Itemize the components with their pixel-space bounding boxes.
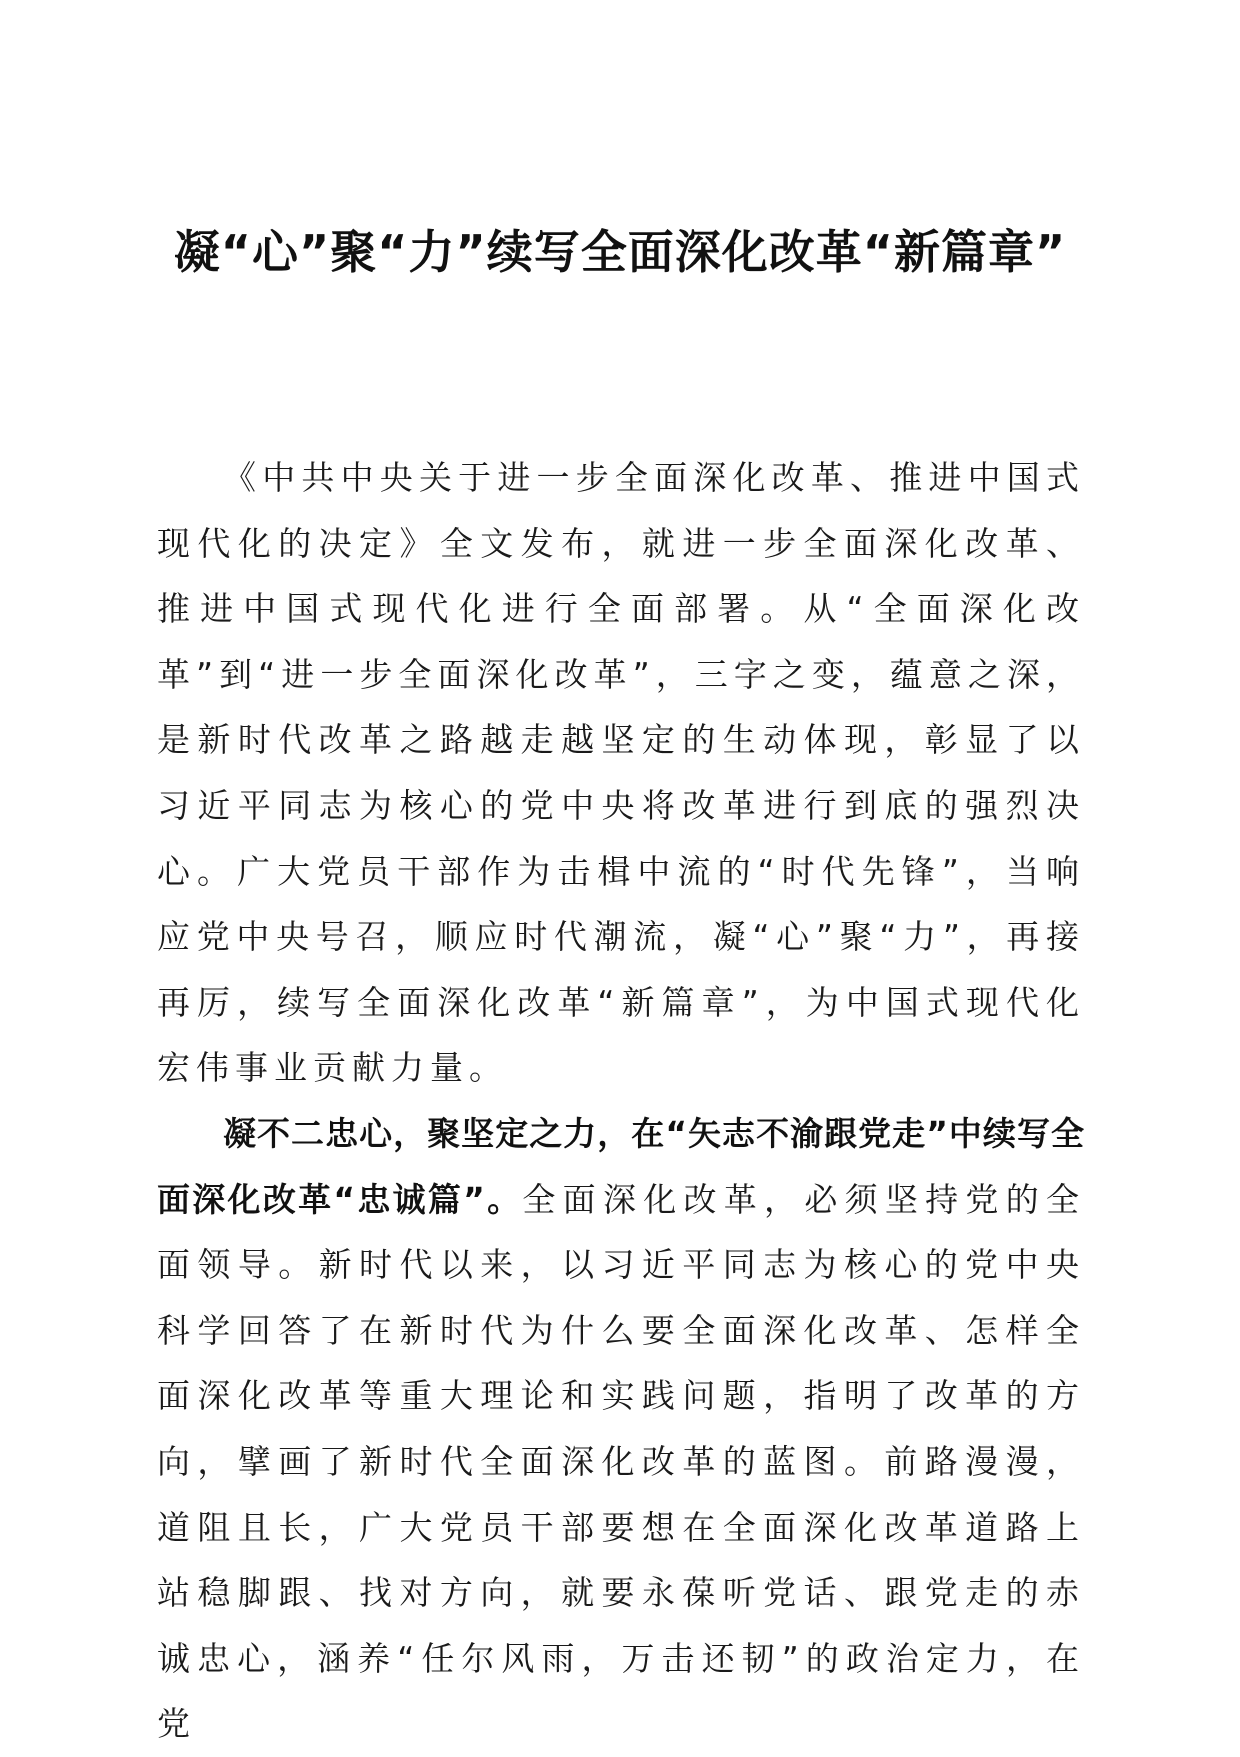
- paragraph-text: 《中共中央关于进一步全面深化改革、推进中国式现代化的决定》全文发布，就进一步全面深化改革、推进中国式现代化进行全面部署。从“全面深化改革”到“进一步全面深化改革”，三字之变，蕴意之深，是新时代改革之路越走越坚定的生动体现，彰显了以习近平同志为核心的党中央将改革进行到底的强烈决心。广大党员干部作为击楫中流的“时代先锋”，当响应党中央号召，顺应时代潮流，凝“心”聚“力”，再接再厉，续写全面深化改革“新篇章”，为中国式现代化宏伟事业贡献力量。: [157, 458, 1085, 1088]
- paragraph-loyalty: [157, 1101, 1085, 1757]
- document-body: [157, 445, 1085, 1757]
- paragraph-text: 全面深化改革，必须坚持党的全面领导。新时代以来，以习近平同志为核心的党中央科学回答了在新时代为什么要全面深化改革、怎样全面深化改革等重大理论和实践问题，指明了改革的方向，擘画了新时代全面深化改革的蓝图。前路漫漫，道阻且长，广大党员干部要想在全面深化改革道路上站稳脚跟、找对方向，就要永葆听党话、跟党走的赤诚忠心，涵养“任尔风雨，万击还韧”的政治定力，在党: [157, 1179, 1085, 1744]
- paragraph-intro: [157, 445, 1085, 1101]
- paragraph-lead-heading: 凝不二忠心，聚坚定之力，在“矢志不渝跟党走”中续写全面深化改革“忠诚篇”。: [157, 1113, 1085, 1219]
- document-title: 凝“心”聚“力”续写全面深化改革“新篇章”: [173, 225, 1067, 279]
